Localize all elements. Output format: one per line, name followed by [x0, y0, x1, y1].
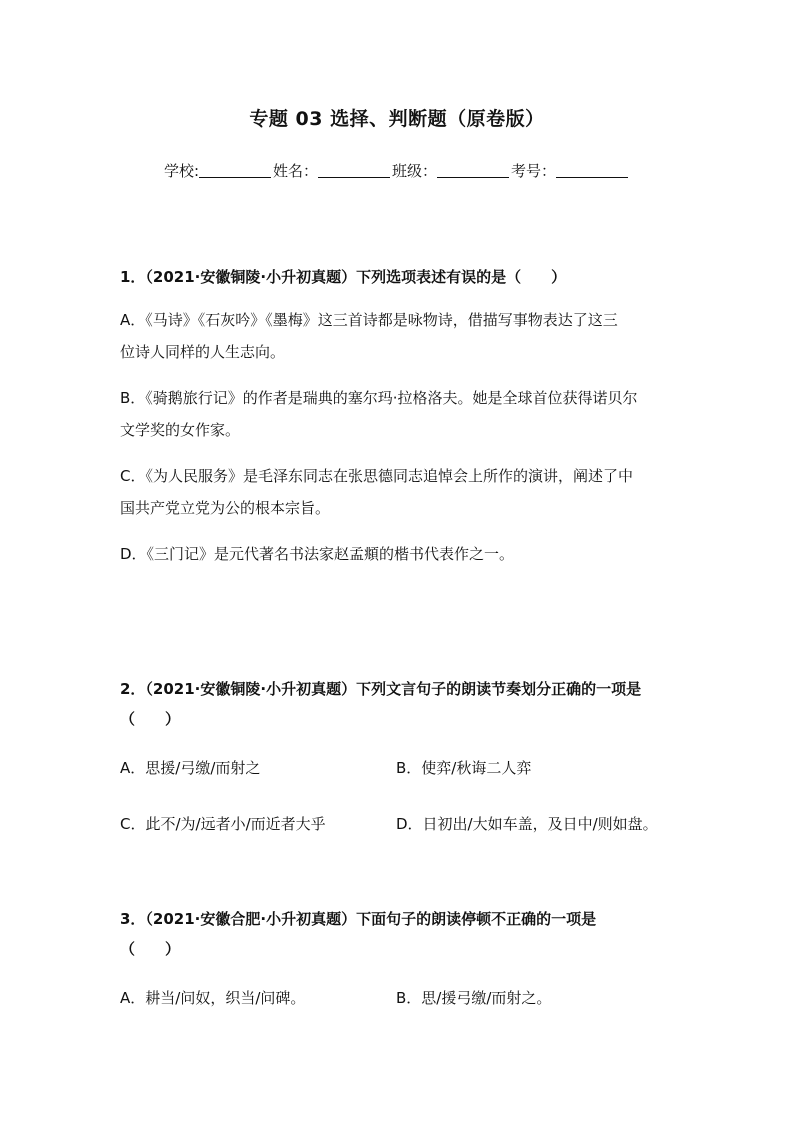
option-c-line-2: 国共产党立党为公的根本宗旨。: [120, 499, 331, 517]
class-label: 班级：: [392, 162, 438, 180]
question-2-options-row-2: [120, 812, 680, 836]
number-blank: [556, 162, 628, 178]
question-2-option-a: A．思援/弓缴/而射之: [120, 759, 261, 777]
question-3-option-b: B．思/援弓缴/而射之。: [396, 989, 552, 1007]
name-blank: [318, 162, 390, 178]
option-d-line-1: D．《三门记》是元代著名书法家赵孟頫的楷书代表作之一。: [120, 545, 515, 563]
question-3-stem-line-1: 3．（2021·安徽合肥·小升初真题）下面句子的朗读停顿不正确的一项是: [120, 910, 597, 928]
question-3-option-a: A．耕当/问奴，织当/问碑。: [120, 989, 306, 1007]
school-blank: [199, 162, 271, 178]
option-b-line-2: 文学奖的女作家。: [120, 421, 241, 439]
question-2-option-b: B．使弈/秋诲二人弈: [396, 759, 532, 777]
question-2-stem-line-2: （ ）: [120, 710, 181, 728]
page-title: 专题 03 选择、判断题（原卷版）: [249, 108, 545, 130]
class-blank: [437, 162, 509, 178]
question-1-option-b: [120, 382, 680, 446]
question-2-option-c: C．此不/为/远者小/而近者大乎: [120, 815, 326, 833]
question-1-option-d: [120, 538, 680, 570]
question-1-option-c: [120, 460, 680, 524]
question-2: [120, 674, 680, 836]
option-a-line-2: 位诗人同样的人生志向。: [120, 343, 286, 361]
question-2-option-d: D．日初出/大如车盖，及日中/则如盘。: [396, 815, 658, 833]
number-label: 考号：: [511, 162, 557, 180]
student-info-row: [0, 160, 794, 181]
school-label: 学校:: [163, 162, 199, 180]
question-3: [120, 904, 680, 1010]
option-b-line-1: B．《骑鹅旅行记》的作者是瑞典的塞尔玛·拉格洛夫。她是全球首位获得诺贝尔: [120, 389, 638, 407]
question-3-stem-line-2: （ ）: [120, 940, 181, 958]
option-a-line-1: A．《马诗》《石灰吟》《墨梅》这三首诗都是咏物诗，借描写事物表达了这三: [120, 311, 618, 329]
question-2-stem-line-1: 2．（2021·安徽铜陵·小升初真题）下列文言句子的朗读节奏划分正确的一项是: [120, 680, 642, 698]
option-c-line-1: C．《为人民服务》是毛泽东同志在张思德同志追悼会上所作的演讲，阐述了中: [120, 467, 633, 485]
question-3-options-row-1: [120, 986, 680, 1010]
question-2-options-row-1: [120, 756, 680, 780]
question-1-stem: 1．（2021·安徽铜陵·小升初真题）下列选项表述有误的是（ ）: [120, 268, 567, 286]
name-label: 姓名：: [273, 162, 319, 180]
question-1-option-a: [120, 304, 680, 368]
question-1: [120, 262, 680, 570]
